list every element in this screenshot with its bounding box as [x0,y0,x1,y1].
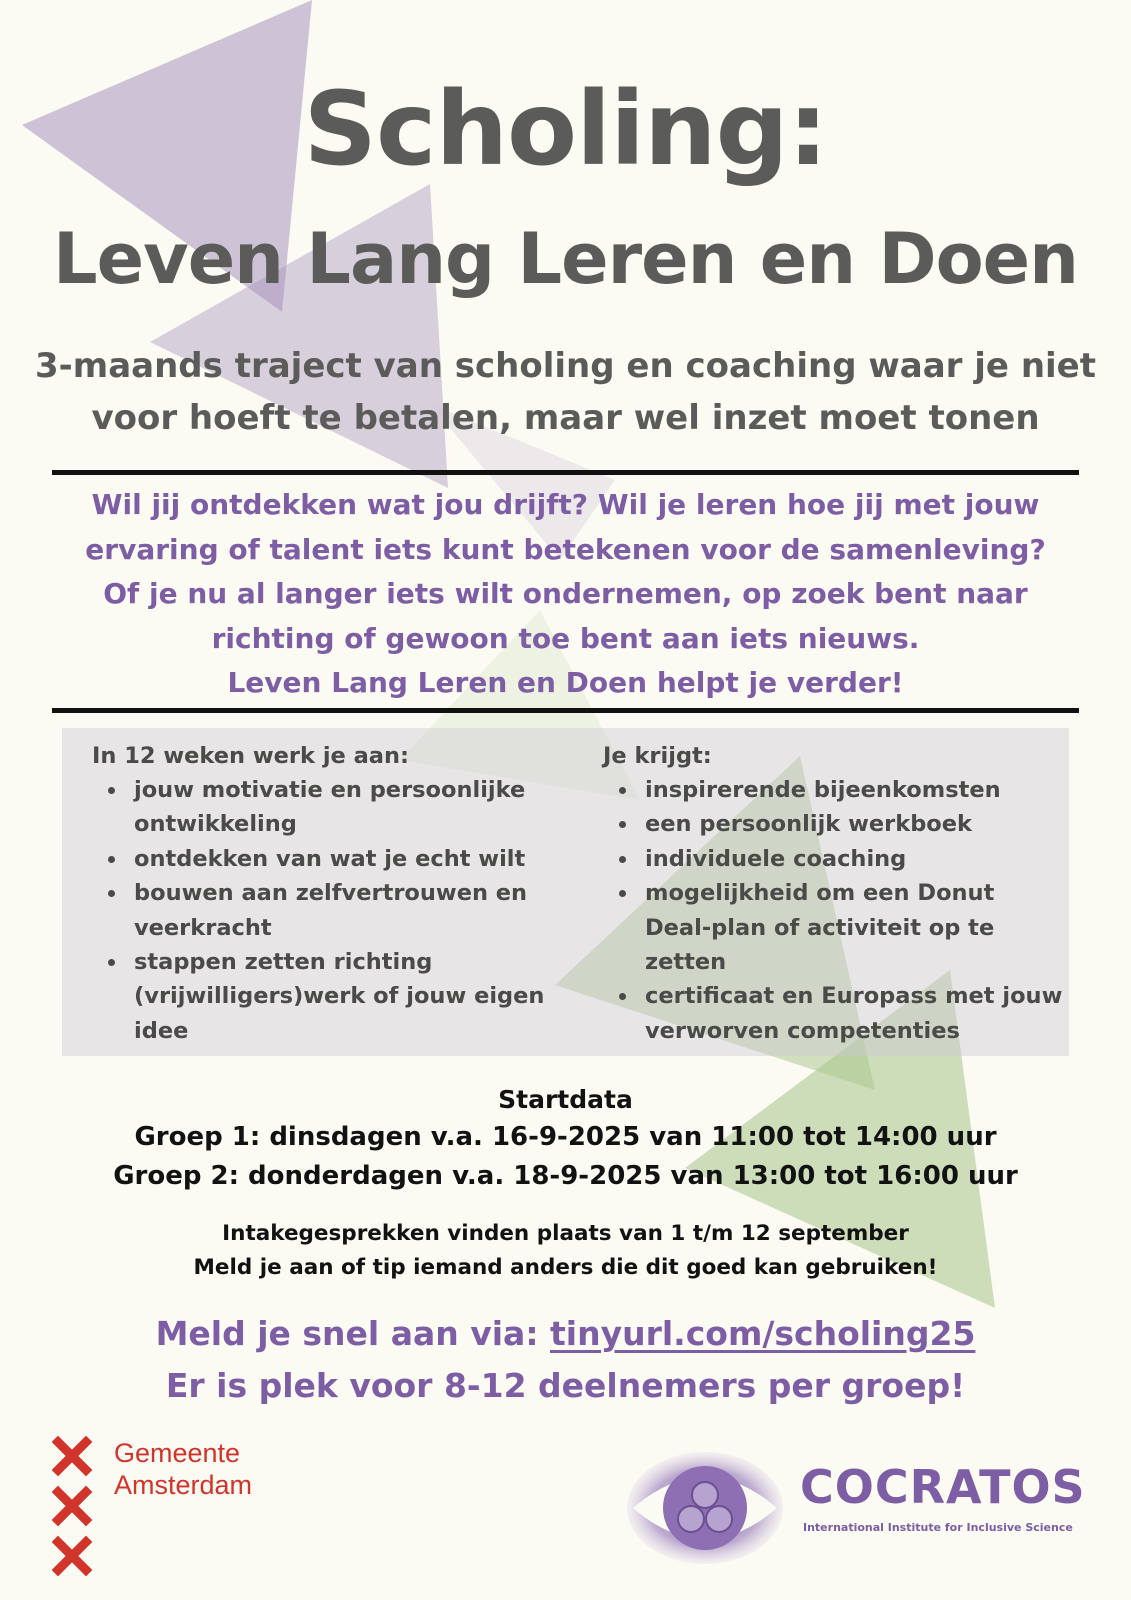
tagline-line-1: 3-maands traject van scholing en coaching waar je niet [35,346,1096,386]
gemeente-line-2: Amsterdam [114,1470,253,1500]
list-item: inspirerende bijeenkomsten [603,773,1063,807]
gemeente-amsterdam-text [114,1437,252,1501]
cocratos-subtitle: International Institute for Inclusive Science [803,1521,1073,1534]
list-item: ontdekken van wat je echt wilt [92,842,562,876]
x-mark-icon [58,1492,86,1520]
signup-line [0,1308,1131,1360]
call-to-action [0,1308,1131,1412]
intake-info [0,1217,1131,1285]
left-column-list [92,773,562,1048]
group-1-schedule: Groep 1: dinsdagen v.a. 16-9-2025 van 11:00 tot 14:00 uur [134,1122,997,1152]
intro-line-3: Of je nu al langer iets wilt ondernemen, op zoek bent naar [103,577,1028,610]
list-item: een persoonlijk werkboek [603,807,1063,841]
intro-text [40,483,1091,706]
page-subtitle: Leven Lang Leren en Doen [52,218,1078,300]
right-column-heading: Je krijgt: [603,743,712,769]
right-column [603,740,1063,1048]
intro-line-1: Wil jij ontdekken wat jou drijft? Wil je leren hoe jij met jouw [91,488,1040,521]
tagline-line-2: voor hoeft te betalen, maar wel inzet moet tonen [91,398,1040,438]
left-column [92,740,562,1048]
intake-line-1: Intakegesprekken vinden plaats van 1 t/m 12 september [222,1221,909,1246]
list-item: mogelijkheid om een Donut Deal-plan of activiteit op te zetten [603,876,1063,979]
cocratos-name: COCRATOS [800,1460,1086,1514]
list-item: certificaat en Europass met jouw verworven competenties [603,979,1063,1048]
left-column-heading: In 12 weken werk je aan: [92,743,410,769]
intro-line-4: richting of gewoon toe bent aan iets nieuws. [211,621,920,655]
divider-bottom [52,708,1079,713]
signup-link[interactable]: tinyurl.com/scholing25 [550,1314,976,1353]
capacity-line: Er is plek voor 8-12 deelnemers per groep! [165,1366,966,1405]
list-item: individuele coaching [603,842,1063,876]
gemeente-line-1: Gemeente [114,1438,241,1468]
list-item: bouwen aan zelfvertrouwen en veerkracht [92,876,562,945]
list-item: stappen zetten richting (vrijwilligers)werk of jouw eigen idee [92,945,562,1048]
tagline [15,340,1116,444]
signup-prefix: Meld je snel aan via: [155,1314,550,1353]
start-dates [0,1082,1131,1196]
cocratos-eye-icon [625,1448,785,1568]
intro-line-5: Leven Lang Leren en Doen helpt je verder! [227,666,904,699]
x-mark-icon [58,1442,86,1470]
intro-line-2: ervaring of talent iets kunt betekenen voor de samenleving? [85,532,1046,566]
list-item: jouw motivatie en persoonlijke ontwikkeling [92,773,562,842]
group-2-schedule: Groep 2: donderdagen v.a. 18-9-2025 van 13:00 tot 16:00 uur [113,1161,1018,1191]
intake-line-2: Meld je aan of tip iemand anders die dit goed kan gebruiken! [193,1255,938,1280]
x-mark-icon [58,1542,86,1570]
start-dates-heading: Startdata [498,1085,633,1114]
divider-top [52,470,1079,475]
page-title: Scholing: [303,70,828,189]
right-column-list [603,773,1063,1048]
